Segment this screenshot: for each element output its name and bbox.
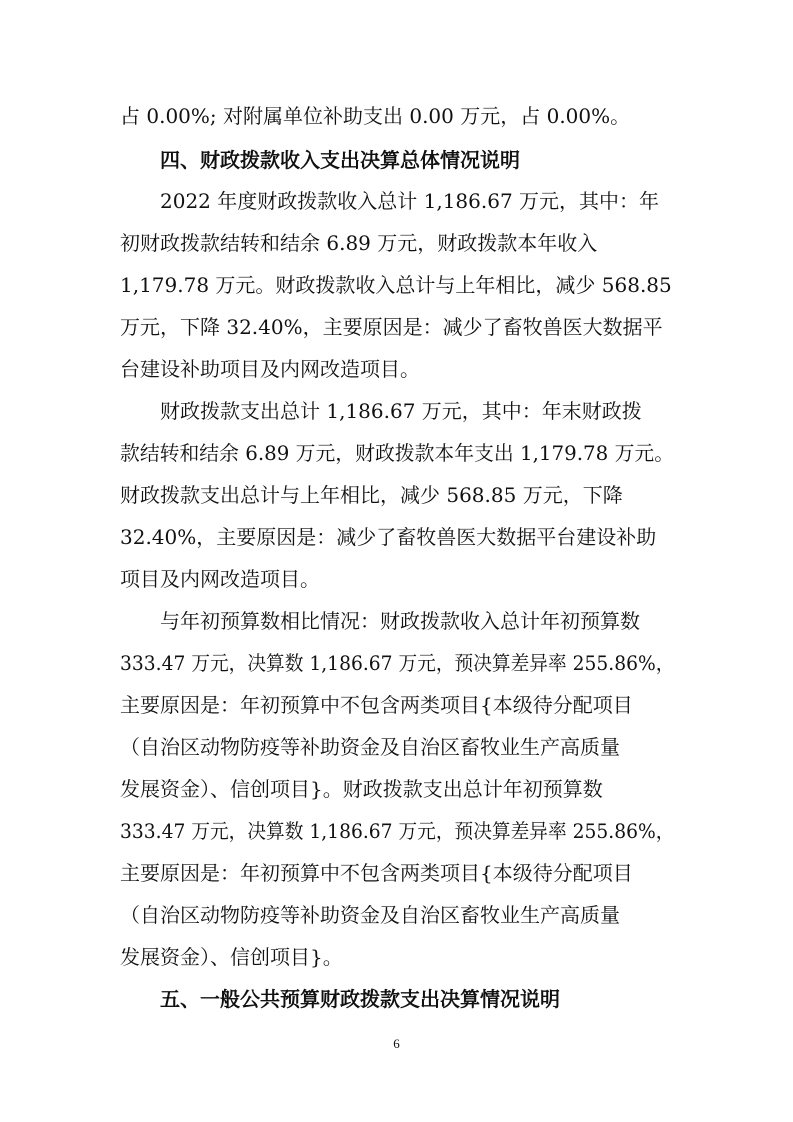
body-text-line: 主要原因是：年初预算中不包含两类项目{本级待分配项目 bbox=[120, 693, 633, 717]
body-text-line: 台建设补助项目及内网改造项目。 bbox=[120, 357, 420, 381]
body-text-line: （自治区动物防疫等补助资金及自治区畜牧业生产高质量 bbox=[120, 903, 620, 927]
body-text-line: 万元，下降 32.40%，主要原因是：减少了畜牧兽医大数据平 bbox=[120, 315, 663, 339]
body-text-line: 款结转和结余 6.89 万元，财政拨款本年支出 1,179.78 万元。 bbox=[120, 441, 675, 465]
body-text-line: 2022 年度财政拨款收入总计 1,186.67 万元，其中：年 bbox=[160, 189, 660, 213]
body-text-line: 初财政拨款结转和结余 6.89 万元，财政拨款本年收入 bbox=[120, 231, 598, 255]
body-text-line: 主要原因是：年初预算中不包含两类项目{本级待分配项目 bbox=[120, 861, 633, 885]
body-text-line: （自治区动物防疫等补助资金及自治区畜牧业生产高质量 bbox=[120, 735, 620, 759]
page-number: 6 bbox=[393, 1036, 400, 1051]
body-text-line: 财政拨款支出总计 1,186.67 万元，其中：年末财政拨 bbox=[160, 399, 642, 423]
body-text-line: 发展资金）、信创项目}。 bbox=[120, 945, 343, 969]
body-text-line: 333.47 万元，决算数 1,186.67 万元，预决算差异率 255.86%， bbox=[120, 651, 675, 675]
body-text-line: 1,179.78 万元。财政拨款收入总计与上年相比，减少 568.85 bbox=[120, 273, 672, 297]
body-text-line: 32.40%，主要原因是：减少了畜牧兽医大数据平台建设补助 bbox=[120, 525, 657, 549]
body-text-line: 发展资金）、信创项目}。财政拨款支出总计年初预算数 bbox=[120, 777, 603, 801]
body-text-line: 项目及内网改造项目。 bbox=[120, 567, 320, 591]
section-heading-5: 五、一般公共预算财政拨款支出决算情况说明 bbox=[160, 987, 560, 1011]
body-text-line: 财政拨款支出总计与上年相比，减少 568.85 万元，下降 bbox=[120, 483, 623, 507]
body-text-line: 333.47 万元，决算数 1,186.67 万元，预决算差异率 255.86%， bbox=[120, 819, 675, 843]
body-text-line: 占 0.00%; 对附属单位补助支出 0.00 万元，占 0.00%。 bbox=[120, 104, 631, 128]
section-heading-4: 四、财政拨款收入支出决算总体情况说明 bbox=[160, 148, 520, 172]
body-text-line: 与年初预算数相比情况：财政拨款收入总计年初预算数 bbox=[160, 609, 640, 633]
